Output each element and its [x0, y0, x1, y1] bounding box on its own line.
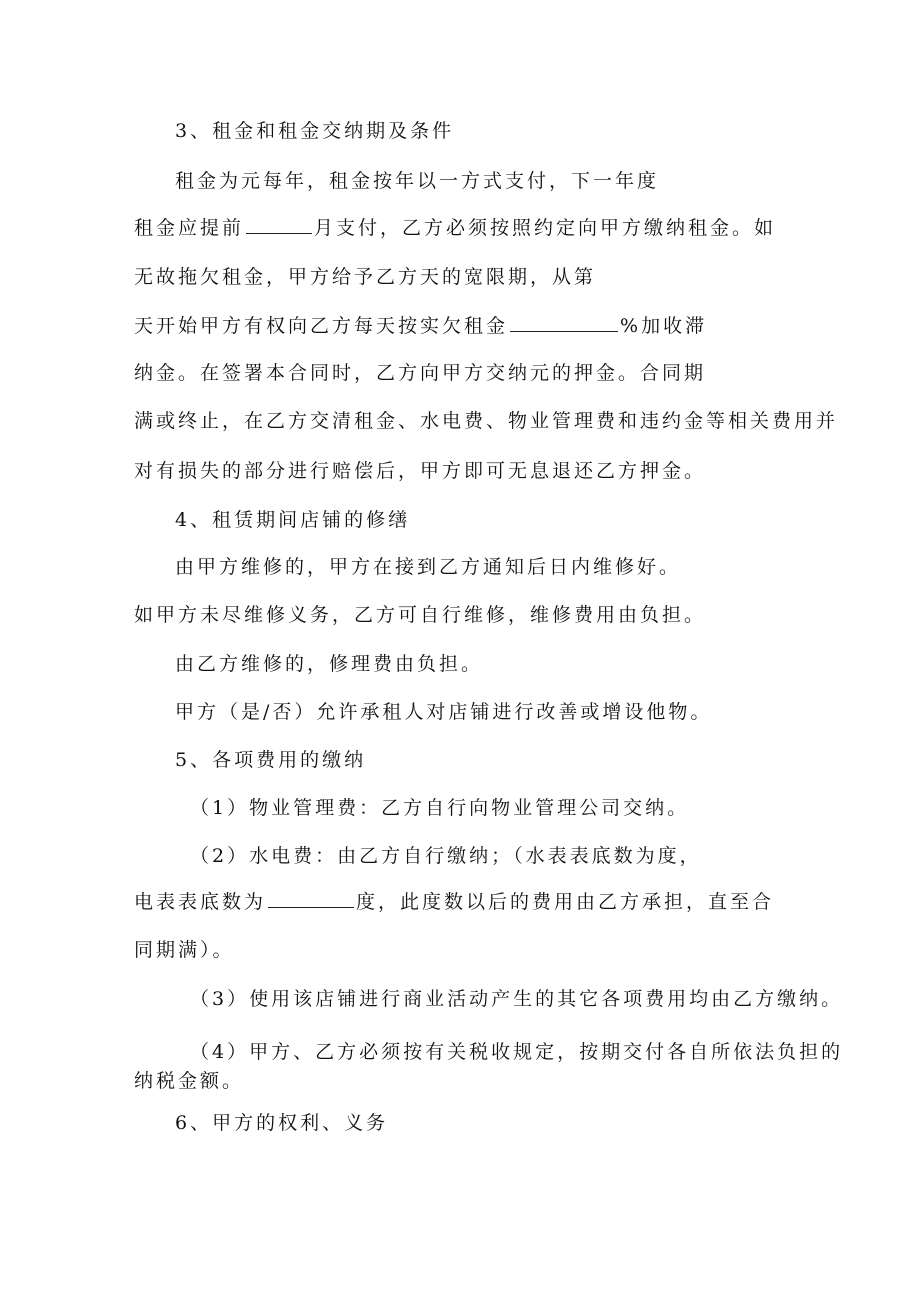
paragraph-line: 纳金。在签署本合同时，乙方向甲方交纳元的押金。合同期 [134, 362, 707, 384]
line-segment: 天开始甲方有权向乙方每天按实欠租金 [134, 315, 509, 337]
line-segment: 月支付，乙方必须按照约定向甲方缴纳租金。如 [314, 217, 777, 239]
paragraph-line [134, 889, 774, 915]
list-item: （3）使用该店铺进行商业活动产生的其它各项费用均由乙方缴纳。 [190, 988, 844, 1010]
fill-in-blank-meter-reading [268, 889, 354, 908]
line-segment: 度，此度数以后的费用由乙方承担，直至合 [356, 891, 775, 913]
paragraph-line: 甲方（是/否）允许承租人对店铺进行改善或增设他物。 [175, 701, 713, 723]
paragraph-line: 租金为元每年，租金按年以一方式支付，下一年度 [175, 170, 660, 192]
paragraph-line: 纳税金额。 [134, 1070, 245, 1092]
section-heading-repairs: 4、租赁期间店铺的修缮 [175, 509, 411, 531]
list-item: （1）物业管理费：乙方自行向物业管理公司交纳。 [190, 797, 690, 819]
list-item: （2）水电费：由乙方自行缴纳；（水表表底数为度， [190, 845, 702, 867]
line-segment: 电表表底数为 [134, 891, 267, 913]
paragraph-line: 满或终止，在乙方交清租金、水电费、物业管理费和违约金等相关费用并 [134, 410, 839, 432]
line-segment: %加收滞 [620, 315, 708, 337]
section-heading-fees: 5、各项费用的缴纳 [175, 749, 367, 771]
paragraph-line: 对有损失的部分进行赔偿后，甲方即可无息退还乙方押金。 [134, 460, 707, 482]
paragraph-line: 无故拖欠租金，甲方给予乙方天的宽限期，从第 [134, 266, 597, 288]
paragraph-line: 由甲方维修的，甲方在接到乙方通知后日内维修好。 [175, 556, 682, 578]
fill-in-blank-months [246, 215, 312, 234]
section-heading-rent: 3、租金和租金交纳期及条件 [175, 120, 455, 142]
section-heading-lessor-rights: 6、甲方的权利、义务 [175, 1112, 389, 1134]
paragraph-line [134, 313, 707, 339]
paragraph-line: 如甲方未尽维修义务，乙方可自行维修，维修费用由负担。 [134, 604, 707, 626]
fill-in-blank-percent [510, 313, 618, 332]
line-segment: 租金应提前 [134, 217, 245, 239]
paragraph-line [134, 215, 776, 241]
paragraph-line: 由乙方维修的，修理费由负担。 [175, 653, 484, 675]
list-item: （4）甲方、乙方必须按有关税收规定，按期交付各自所依法负担的 [190, 1041, 844, 1063]
paragraph-line: 同期满）。 [134, 939, 235, 961]
